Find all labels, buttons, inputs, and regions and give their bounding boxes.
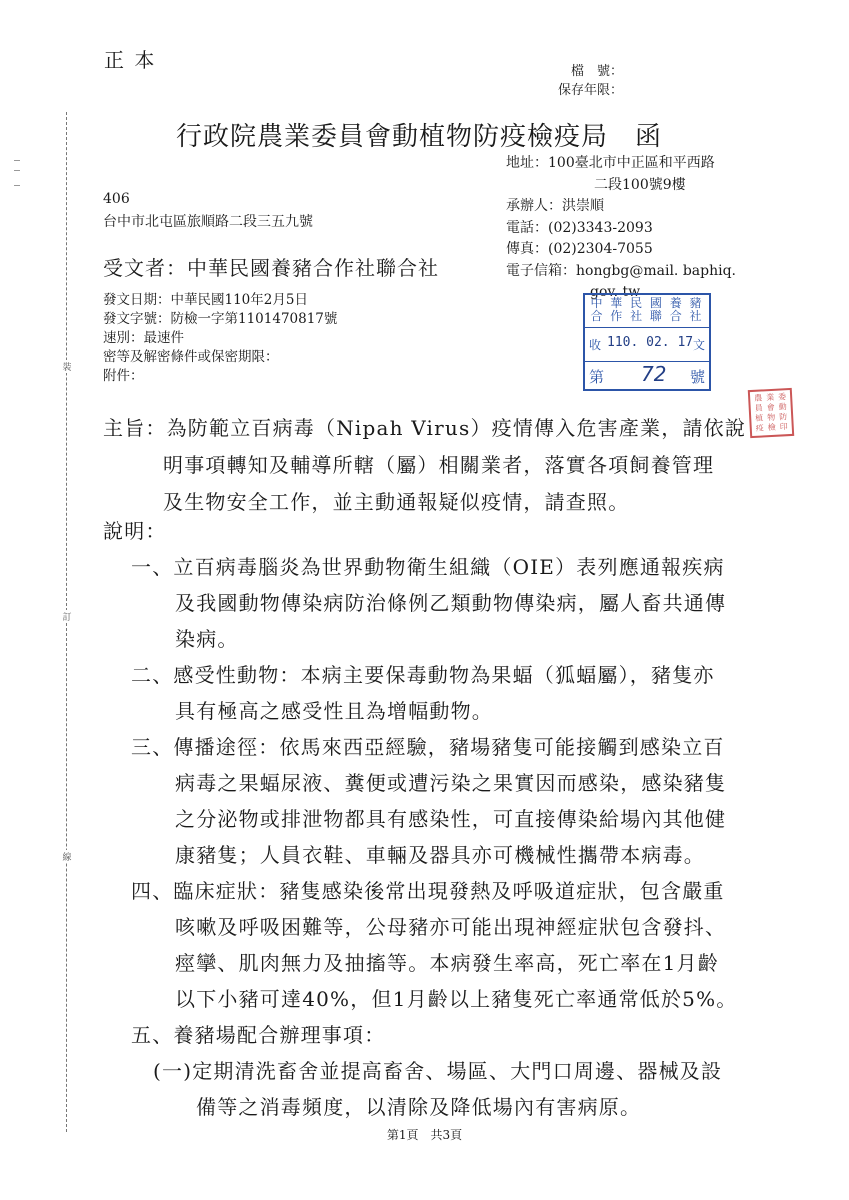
subject-line: 主旨：為防範立百病毒（Nipah Virus）疫情傳入危害產業，請依說 — [103, 416, 747, 440]
copy-mark: 正 本 — [104, 48, 157, 72]
issuer-contact-block — [506, 153, 736, 304]
seal-glyph: 防 — [778, 412, 788, 422]
binding-mark-ding: 訂 — [60, 610, 74, 623]
seal-glyph: 農 — [753, 393, 763, 403]
edge-tick — [14, 170, 20, 171]
subject-line: 及生物安全工作，並主動通報疑似疫情，請查照。 — [163, 490, 630, 514]
issuer-address-line2: 二段100號9樓 — [594, 176, 686, 193]
seal-glyph: 業 — [765, 392, 775, 403]
document-number: 發文字號：防檢一字第1101470817號 — [103, 311, 338, 327]
recipient: 受文者：中華民國養豬合作社聯合社 — [103, 256, 439, 280]
file-number-label: 檔 號： — [570, 64, 623, 79]
speed: 速別：最速件 — [103, 330, 184, 346]
stamp-wen-label: 文 — [692, 338, 705, 352]
seal-glyph: 檢 — [767, 422, 776, 433]
edge-tick — [14, 160, 20, 161]
item-5-1-line: (一)定期清洗畜舍並提高畜舍、場區、大門口周邊、器械及設 — [153, 1059, 723, 1083]
seal-glyph: 物 — [767, 412, 776, 423]
stamp-org-name — [585, 297, 709, 323]
seal-glyph: 委 — [777, 392, 787, 402]
handler: 承辦人：洪崇順 — [506, 198, 604, 214]
item-3-line: 病毒之果蝠尿液、糞便或遭污染之果實因而感染，感染豬隻 — [175, 771, 727, 795]
email-line1: 電子信箱：hongbg@mail. baphiq. — [506, 262, 737, 279]
stamp-org-line2: 合 作 社 聯 合 社 — [590, 309, 704, 323]
item-1-line: 染病。 — [175, 627, 239, 651]
item-2-line: 具有極高之感受性且為增幅動物。 — [175, 699, 493, 723]
item-2-line: 二、感受性動物：本病主要保毒動物為果蝠（狐蝠屬），豬隻亦 — [131, 663, 715, 687]
item-3-line: 之分泌物或排泄物都具有感染性，可直接傳染給場內其他健 — [175, 807, 727, 831]
secrecy: 密等及解密條件或保密期限： — [103, 349, 279, 365]
seal-glyph: 印 — [779, 422, 788, 432]
page-footer: 第1頁 共3頁 — [386, 1128, 463, 1142]
stamp-hao-label: 號 — [689, 368, 705, 386]
stamp-recv-label: 收 — [589, 338, 602, 352]
document-title: 行政院農業委員會動植物防疫檢疫局 函 — [176, 122, 663, 152]
recipient-postcode: 406 — [103, 191, 130, 207]
item-1-line: 及我國動物傳染病防治條例乙類動物傳染病，屬人畜共通傳 — [175, 591, 727, 615]
item-4-line: 四、臨床症狀：豬隻感染後常出現發熱及呼吸道症狀，包含嚴重 — [131, 879, 725, 903]
edge-tick — [14, 185, 20, 186]
seal-glyph: 會 — [766, 402, 775, 413]
stamp-number: 72 — [641, 362, 667, 386]
item-1-line: 一、立百病毒腦炎為世界動物衛生組織（OIE）表列應通報疾病 — [131, 555, 725, 579]
item-4-line: 以下小豬可達40%，但1月齡以上豬隻死亡率通常低於5%。 — [175, 987, 738, 1011]
stamp-date: 110. 02. 17 — [607, 335, 694, 350]
fax: 傳真：(02)2304-7055 — [506, 241, 653, 257]
attachment: 附件： — [103, 368, 144, 384]
dispatch-metadata — [103, 291, 337, 386]
item-3-line: 三、傳播途徑：依馬來西亞經驗，豬場豬隻可能接觸到感染立百 — [131, 735, 725, 759]
item-5-line: 五、養豬場配合辦理事項： — [131, 1023, 386, 1047]
dispatch-date: 發文日期：中華民國110年2月5日 — [103, 292, 308, 308]
seal-glyph: 員 — [754, 403, 763, 413]
phone: 電話：(02)3343-2093 — [506, 219, 653, 236]
item-4-line: 痙攣、肌肉無力及抽搐等。本病發生率高，死亡率在1月齡 — [175, 951, 719, 975]
item-4-line: 咳嗽及呼吸困難等，公母豬亦可能出現神經症狀包含發抖、 — [175, 915, 727, 939]
received-stamp — [583, 293, 711, 391]
seal-glyph: 動 — [778, 402, 787, 412]
stamp-di-label: 第 — [589, 368, 605, 386]
subject-line: 明事項轉知及輔導所轄（屬）相關業者，落實各項飼養管理 — [163, 453, 715, 477]
binding-mark-xian: 線 — [60, 850, 74, 863]
retention-label: 保存年限： — [557, 83, 623, 98]
recipient-address: 台中市北屯區旅順路二段三五九號 — [103, 214, 313, 230]
item-3-line: 康豬隻；人員衣鞋、車輛及器具亦可機械性攜帶本病毒。 — [175, 843, 705, 867]
seal-glyph: 植 — [755, 413, 764, 423]
issuer-address-line1: 地址：100臺北市中正區和平西路 — [506, 155, 715, 171]
binding-mark-zhuang: 裝 — [60, 360, 74, 373]
stamp-org-line1: 中 華 民 國 養 豬 — [590, 296, 704, 310]
official-seal-icon — [748, 388, 794, 438]
email-line2: gov. tw — [590, 284, 641, 300]
explanation-label: 說明： — [103, 519, 167, 543]
seal-glyph: 疫 — [755, 423, 765, 433]
item-5-1-line: 備等之消毒頻度，以清除及降低場內有害病原。 — [196, 1095, 642, 1119]
